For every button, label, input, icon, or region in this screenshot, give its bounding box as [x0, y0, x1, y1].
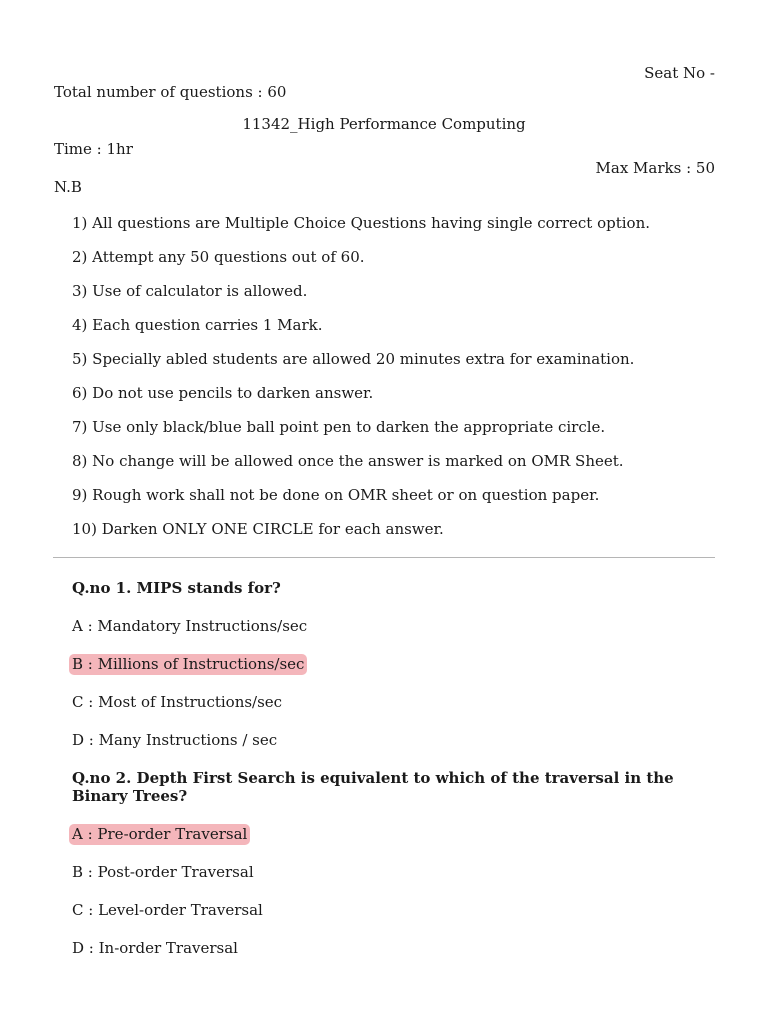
instruction-item: 10) Darken ONLY ONE CIRCLE for each answer.	[72, 520, 444, 538]
question-1-option-b	[72, 655, 307, 673]
question-1-text: Q.no 1. MIPS stands for?	[72, 579, 281, 597]
instruction-item: 9) Rough work shall not be done on OMR sheet or on question paper.	[72, 486, 600, 504]
highlighted-answer: B : Millions of Instructions/sec	[69, 654, 307, 675]
question-1-option-c	[72, 693, 282, 711]
course-title: 11342_High Performance Computing	[242, 115, 526, 133]
option-label: B : Post-order Traversal	[72, 863, 254, 881]
option-label: C : Level-order Traversal	[72, 901, 263, 919]
highlighted-answer: A : Pre-order Traversal	[69, 824, 250, 845]
instruction-item: 7) Use only black/blue ball point pen to darken the appropriate circle.	[72, 418, 606, 436]
section-divider	[53, 557, 715, 558]
option-label: A : Mandatory Instructions/sec	[72, 617, 308, 635]
option-label: D : In-order Traversal	[72, 939, 238, 957]
max-marks: Max Marks : 50	[595, 159, 715, 177]
option-label: C : Most of Instructions/sec	[72, 693, 283, 711]
nb-label: N.B	[54, 178, 82, 196]
instruction-item: 2) Attempt any 50 questions out of 60.	[72, 248, 365, 266]
question-1-option-a	[72, 617, 307, 635]
question-2-option-c	[72, 901, 263, 919]
instructions-list	[72, 214, 650, 554]
question-1-option-d	[72, 731, 277, 749]
question-2-option-b	[72, 863, 254, 881]
instruction-item: 6) Do not use pencils to darken answer.	[72, 384, 374, 402]
option-label: D : Many Instructions / sec	[72, 731, 278, 749]
total-questions: Total number of questions : 60	[54, 83, 287, 101]
instruction-item: 5) Specially abled students are allowed 20 minutes extra for examination.	[72, 350, 635, 368]
exam-time: Time : 1hr	[54, 140, 133, 158]
seat-number: Seat No -	[644, 64, 715, 82]
instruction-item: 8) No change will be allowed once the answer is marked on OMR Sheet.	[72, 452, 624, 470]
instruction-item: 1) All questions are Multiple Choice Questions having single correct option.	[72, 214, 651, 232]
question-2-option-a	[72, 825, 250, 843]
question-2-option-d	[72, 939, 238, 957]
instruction-item: 4) Each question carries 1 Mark.	[72, 316, 323, 334]
question-2-text: Q.no 2. Depth First Search is equivalent to which of the traversal in the Binary Trees?	[72, 769, 674, 805]
instruction-item: 3) Use of calculator is allowed.	[72, 282, 308, 300]
